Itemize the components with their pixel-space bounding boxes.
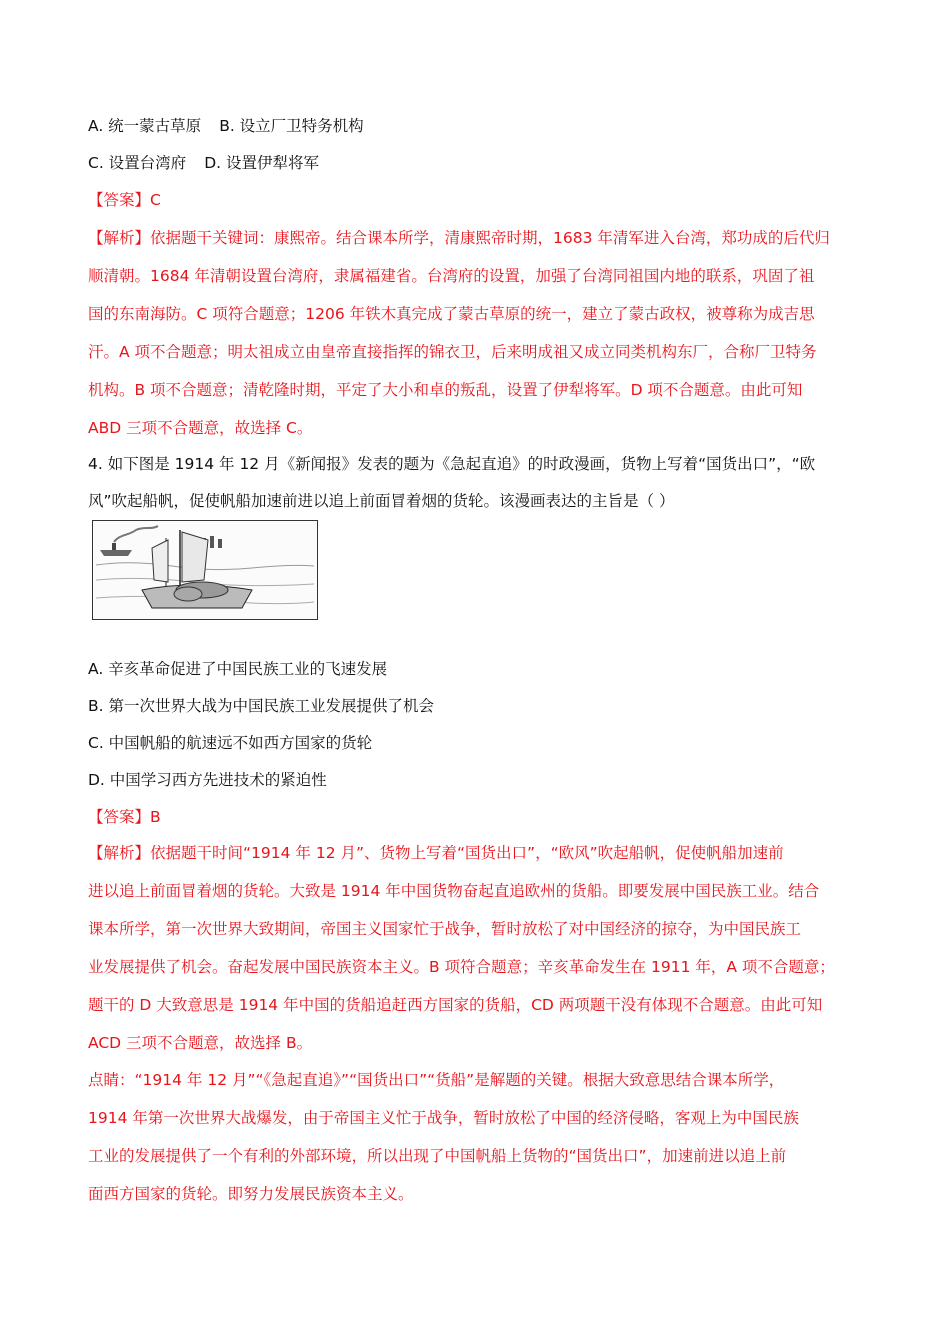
q3-options-row1	[88, 114, 364, 138]
q4-analysis-line: ACD 三项不合题意，故选择 B。	[88, 1034, 313, 1052]
q4-stem-line: 4. 如下图是 1914 年 12 月《新闻报》发表的题为《急起直追》的时政漫画，货物上写着“国货出口”，“欧	[88, 455, 816, 473]
q3-options-row2	[88, 151, 319, 175]
q3-analysis-line: 顺清朝。1684 年清朝设置台湾府，隶属福建省。台湾府的设置，加强了台湾同祖国内地的联系，巩固了祖	[88, 267, 815, 285]
q3-option-c: C. 设置台湾府	[88, 154, 187, 172]
q4-option-d: D. 中国学习西方先进技术的紧迫性	[88, 771, 327, 789]
q4-analysis-line: 题干的 D 大致意思是 1914 年中国的货船追赶西方国家的货船，CD 两项题干没有体现不合题意。由此可知	[88, 996, 823, 1014]
q4-analysis-line: 【解析】依据题干时间“1914 年 12 月”、货物上写着“国货出口”，“欧风”吹起船帆，促使帆船加速前	[88, 844, 784, 862]
q3-option-a: A. 统一蒙古草原	[88, 117, 202, 135]
q3-analysis-line: 国的东南海防。C 项符合题意；1206 年铁木真完成了蒙古草原的统一，建立了蒙古政权，被尊称为成吉思	[88, 305, 815, 323]
q4-option-a: A. 辛亥革命促进了中国民族工业的飞速发展	[88, 660, 388, 678]
q4-option-b: B. 第一次世界大战为中国民族工业发展提供了机会	[88, 697, 434, 715]
q3-option-d: D. 设置伊犁将军	[204, 154, 319, 172]
q3-analysis-line: 汗。A 项不合题意；明太祖成立由皇帝直接指挥的锦衣卫，后来明成祖又成立同类机构东厂，合称厂卫特务	[88, 343, 817, 361]
q3-analysis-line: 【解析】依据题干关键词：康熙帝。结合课本所学，清康熙帝时期，1683 年清军进入台湾，郑功成的后代归	[88, 229, 830, 247]
q4-analysis-line: 课本所学，第一次世界大致期间，帝国主义国家忙于战争，暂时放松了对中国经济的掠夺，为中国民族工	[88, 920, 802, 938]
q4-tip-line: 1914 年第一次世界大战爆发，由于帝国主义忙于战争，暂时放松了中国的经济侵略，客观上为中国民族	[88, 1109, 799, 1127]
q4-tip-line: 点睛：“1914 年 12 月”“《急起直追》”“国货出口”“货船”是解题的关键。根据大致意思结合课本所学，	[88, 1071, 785, 1089]
q4-tip-line: 工业的发展提供了一个有利的外部环境，所以出现了中国帆船上货物的“国货出口”，加速前进以追上前	[88, 1147, 787, 1165]
cartoon-illustration	[92, 520, 318, 620]
q3-analysis-line: ABD 三项不合题意，故选择 C。	[88, 419, 313, 437]
q4-answer: 【答案】B	[88, 808, 161, 826]
q4-option-c: C. 中国帆船的航速远不如西方国家的货轮	[88, 734, 373, 752]
q4-tip-line: 面西方国家的货轮。即努力发展民族资本主义。	[88, 1185, 414, 1203]
q4-analysis-line: 进以追上前面冒着烟的货轮。大致是 1914 年中国货物奋起直追欧州的货船。即要发展中国民族工业。结合	[88, 882, 820, 900]
q4-analysis-line: 业发展提供了机会。奋起发展中国民族资本主义。B 项符合题意；辛亥革命发生在 1911 年，A 项不合题意；	[88, 958, 835, 976]
q3-option-b: B. 设立厂卫特务机构	[219, 117, 364, 135]
q3-answer: 【答案】C	[88, 191, 161, 209]
q4-stem-line: 风”吹起船帆，促使帆船加速前进以追上前面冒着烟的货轮。该漫画表达的主旨是（ ）	[88, 492, 675, 510]
q3-analysis-line: 机构。B 项不合题意；清乾隆时期，平定了大小和卓的叛乱，设置了伊犁将军。D 项不合题意。由此可知	[88, 381, 803, 399]
